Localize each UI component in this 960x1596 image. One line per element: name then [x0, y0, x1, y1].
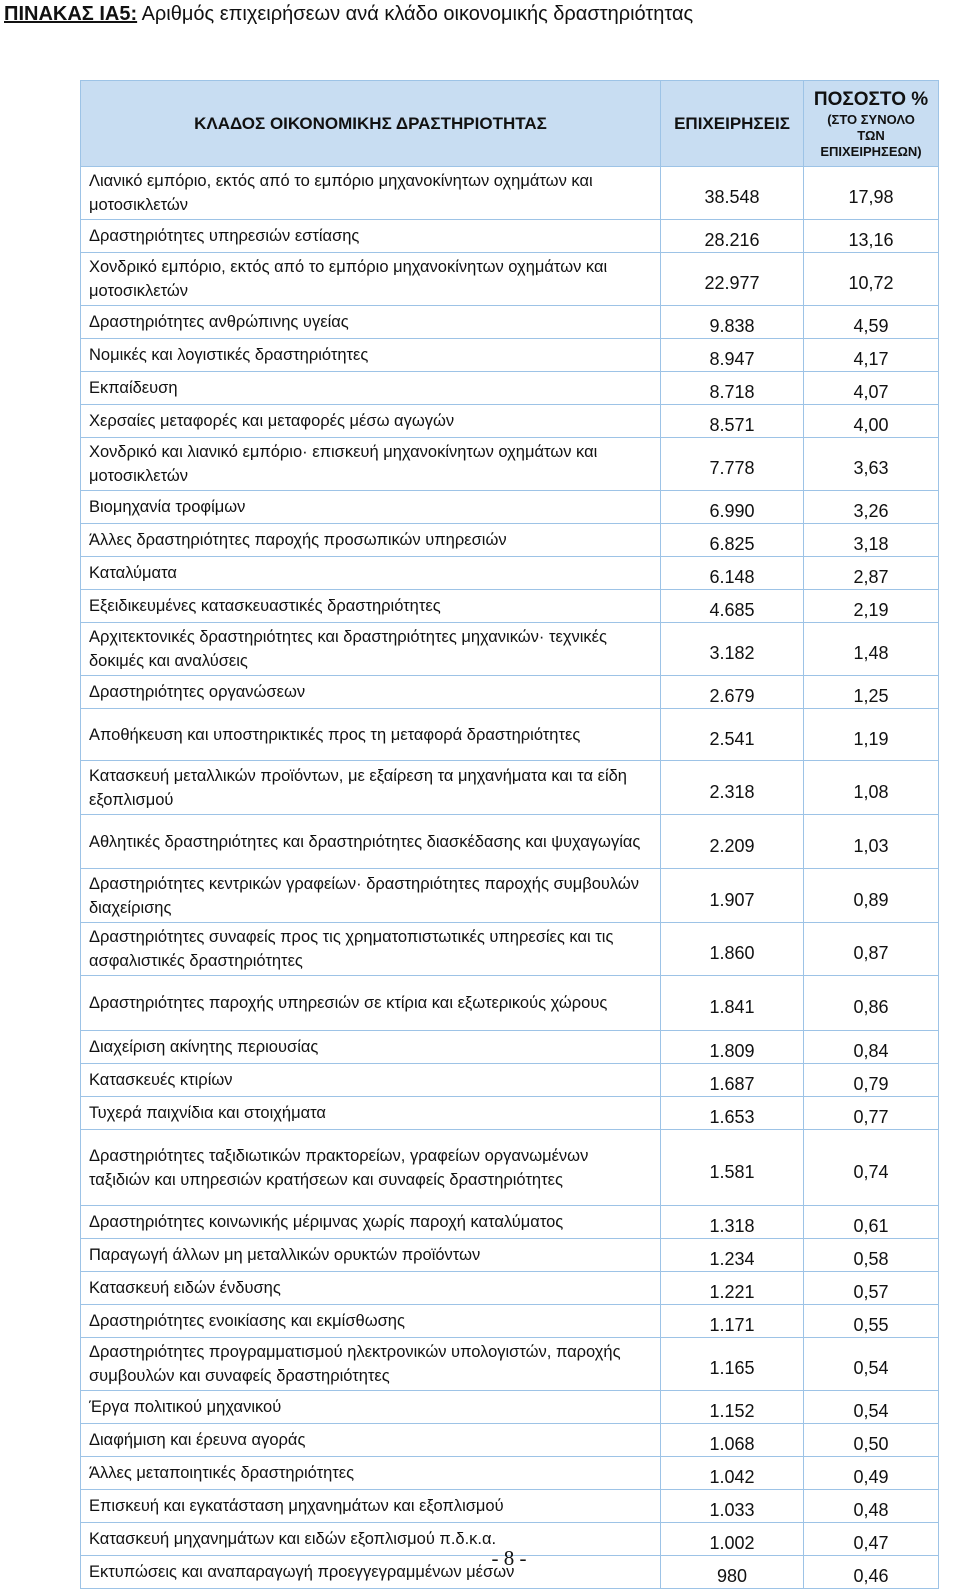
sector-name-cell: Επισκευή και εγκατάσταση μηχανημάτων και εξοπλισμού [81, 1490, 661, 1523]
business-count-cell: 1.318 [661, 1206, 804, 1239]
business-count-cell: 1.907 [661, 869, 804, 923]
business-count-cell: 6.825 [661, 524, 804, 557]
sector-name-cell: Δραστηριότητες κεντρικών γραφείων· δραστηριότητες παροχής συμβουλών διαχείρισης [81, 869, 661, 923]
percent-cell: 0,55 [804, 1305, 939, 1338]
table-row [81, 339, 939, 372]
percent-cell: 0,58 [804, 1239, 939, 1272]
table-row [81, 923, 939, 976]
table-body [81, 167, 939, 1589]
header-percent-sub-2: ΤΩΝ [857, 127, 885, 143]
percent-cell: 1,03 [804, 815, 939, 869]
business-count-cell: 1.068 [661, 1424, 804, 1457]
percent-cell: 0,86 [804, 976, 939, 1031]
business-sector-table [80, 80, 939, 1589]
business-count-cell: 7.778 [661, 438, 804, 491]
sector-name-cell: Δραστηριότητες παροχής υπηρεσιών σε κτίρια και εξωτερικούς χώρους [81, 976, 661, 1031]
business-count-cell: 38.548 [661, 167, 804, 220]
percent-cell: 0,79 [804, 1064, 939, 1097]
sector-name-cell: Άλλες μεταποιητικές δραστηριότητες [81, 1457, 661, 1490]
table-row [81, 220, 939, 253]
percent-cell: 10,72 [804, 253, 939, 306]
header-percent-sub-1: (ΣΤΟ ΣΥΝΟΛΟ [827, 111, 915, 127]
table-row [81, 869, 939, 923]
sector-name-cell: Εξειδικευμένες κατασκευαστικές δραστηριότητες [81, 590, 661, 623]
sector-name-cell: Εκτυπώσεις και αναπαραγωγή προεγγεγραμμένων μέσων [81, 1556, 661, 1589]
table-row [81, 491, 939, 524]
percent-cell: 0,84 [804, 1031, 939, 1064]
percent-cell: 1,08 [804, 761, 939, 815]
business-count-cell: 22.977 [661, 253, 804, 306]
header-sector: ΚΛΑΔΟΣ ΟΙΚΟΝΟΜΙΚΗΣ ΔΡΑΣΤΗΡΙΟΤΗΤΑΣ [81, 81, 661, 167]
sector-name-cell: Δραστηριότητες συναφείς προς τις χρηματοπιστωτικές υπηρεσίες και τις ασφαλιστικές δραστηριότητες [81, 923, 661, 976]
sector-name-cell: Κατασκευή ειδών ένδυσης [81, 1272, 661, 1305]
table-title [4, 0, 693, 30]
percent-cell: 2,87 [804, 557, 939, 590]
table-row [81, 524, 939, 557]
business-count-cell: 1.234 [661, 1239, 804, 1272]
sector-name-cell: Βιομηχανία τροφίμων [81, 491, 661, 524]
percent-cell: 4,17 [804, 339, 939, 372]
percent-cell: 1,48 [804, 623, 939, 676]
header-row [81, 81, 939, 167]
business-count-cell: 1.165 [661, 1338, 804, 1391]
table-title-text: Αριθμός επιχειρήσεων ανά κλάδο οικονομικής δραστηριότητας [141, 3, 694, 25]
percent-cell: 0,61 [804, 1206, 939, 1239]
percent-cell: 3,63 [804, 438, 939, 491]
table-row [81, 1272, 939, 1305]
business-count-cell: 8.947 [661, 339, 804, 372]
percent-cell: 0,74 [804, 1130, 939, 1206]
sector-name-cell: Δραστηριότητες προγραμματισμού ηλεκτρονικών υπολογιστών, παροχής συμβουλών και συναφείς δραστηριότητες [81, 1338, 661, 1391]
percent-cell: 0,50 [804, 1424, 939, 1457]
table-row [81, 372, 939, 405]
percent-cell: 13,16 [804, 220, 939, 253]
business-count-cell: 1.841 [661, 976, 804, 1031]
sector-name-cell: Εκπαίδευση [81, 372, 661, 405]
percent-cell: 0,46 [804, 1556, 939, 1589]
business-count-cell: 1.581 [661, 1130, 804, 1206]
sector-name-cell: Δραστηριότητες υπηρεσιών εστίασης [81, 220, 661, 253]
table-row [81, 623, 939, 676]
business-count-cell: 1.042 [661, 1457, 804, 1490]
business-count-cell: 2.209 [661, 815, 804, 869]
sector-name-cell: Δραστηριότητες ανθρώπινης υγείας [81, 306, 661, 339]
business-count-cell: 4.685 [661, 590, 804, 623]
business-count-cell: 1.033 [661, 1490, 804, 1523]
table-row [81, 1239, 939, 1272]
sector-name-cell: Αθλητικές δραστηριότητες και δραστηριότητες διασκέδασης και ψυχαγωγίας [81, 815, 661, 869]
percent-cell: 3,18 [804, 524, 939, 557]
header-percent-sub [804, 112, 938, 160]
header-percent [804, 81, 939, 167]
table-row [81, 438, 939, 491]
business-count-cell: 2.541 [661, 709, 804, 761]
table-row [81, 676, 939, 709]
sector-name-cell: Δραστηριότητες οργανώσεων [81, 676, 661, 709]
table-row [81, 1457, 939, 1490]
sector-name-cell: Κατασκευή μεταλλικών προϊόντων, με εξαίρεση τα μηχανήματα και τα είδη εξοπλισμού [81, 761, 661, 815]
business-count-cell: 1.171 [661, 1305, 804, 1338]
sector-name-cell: Λιανικό εμπόριο, εκτός από το εμπόριο μηχανοκίνητων οχημάτων και μοτοσικλετών [81, 167, 661, 220]
header-percent-main: ΠΟΣΟΣΤΟ % [813, 88, 929, 110]
sector-name-cell: Δραστηριότητες ενοικίασης και εκμίσθωσης [81, 1305, 661, 1338]
percent-cell: 4,59 [804, 306, 939, 339]
table-row [81, 761, 939, 815]
sector-name-cell: Αρχιτεκτονικές δραστηριότητες και δραστηριότητες μηχανικών· τεχνικές δοκιμές και αναλύσεις [81, 623, 661, 676]
business-count-cell: 1.687 [661, 1064, 804, 1097]
percent-cell: 0,49 [804, 1457, 939, 1490]
table-row [81, 557, 939, 590]
table-row [81, 1097, 939, 1130]
percent-cell: 0,54 [804, 1338, 939, 1391]
business-count-cell: 1.809 [661, 1031, 804, 1064]
table-row [81, 167, 939, 220]
business-count-cell: 1.860 [661, 923, 804, 976]
header-businesses: ΕΠΙΧΕΙΡΗΣΕΙΣ [661, 81, 804, 167]
percent-cell: 4,00 [804, 405, 939, 438]
percent-cell: 0,89 [804, 869, 939, 923]
sector-name-cell: Κατασκευή μηχανημάτων και ειδών εξοπλισμού π.δ.κ.α. [81, 1523, 661, 1556]
table-row [81, 1206, 939, 1239]
table-row [81, 306, 939, 339]
table-code: ΠΙΝΑΚΑΣ ΙΑ5: [4, 3, 138, 25]
percent-cell: 0,54 [804, 1391, 939, 1424]
business-count-cell: 2.679 [661, 676, 804, 709]
table-row [81, 1305, 939, 1338]
page-number: - 8 - [491, 1546, 527, 1570]
percent-cell: 0,77 [804, 1097, 939, 1130]
business-count-cell: 1.152 [661, 1391, 804, 1424]
business-count-cell: 28.216 [661, 220, 804, 253]
business-count-cell: 6.990 [661, 491, 804, 524]
percent-cell: 0,87 [804, 923, 939, 976]
sector-name-cell: Διαφήμιση και έρευνα αγοράς [81, 1424, 661, 1457]
sector-name-cell: Τυχερά παιχνίδια και στοιχήματα [81, 1097, 661, 1130]
table-row [81, 1391, 939, 1424]
percent-cell: 1,19 [804, 709, 939, 761]
table-row [81, 815, 939, 869]
business-count-cell: 2.318 [661, 761, 804, 815]
percent-cell: 0,47 [804, 1523, 939, 1556]
sector-name-cell: Χονδρικό εμπόριο, εκτός από το εμπόριο μηχανοκίνητων οχημάτων και μοτοσικλετών [81, 253, 661, 306]
percent-cell: 2,19 [804, 590, 939, 623]
percent-cell: 4,07 [804, 372, 939, 405]
business-count-cell: 9.838 [661, 306, 804, 339]
header-percent-sub-3: ΕΠΙΧΕΙΡΗΣΕΩΝ) [820, 143, 922, 159]
table-row [81, 405, 939, 438]
table-row [81, 1490, 939, 1523]
sector-name-cell: Κατασκευές κτιρίων [81, 1064, 661, 1097]
table-row [81, 1424, 939, 1457]
business-count-cell: 3.182 [661, 623, 804, 676]
table-row [81, 1031, 939, 1064]
percent-cell: 0,48 [804, 1490, 939, 1523]
table-row [81, 590, 939, 623]
table-row [81, 976, 939, 1031]
sector-name-cell: Άλλες δραστηριότητες παροχής προσωπικών υπηρεσιών [81, 524, 661, 557]
sector-name-cell: Δραστηριότητες κοινωνικής μέριμνας χωρίς παροχή καταλύματος [81, 1206, 661, 1239]
sector-name-cell: Έργα πολιτικού μηχανικού [81, 1391, 661, 1424]
business-count-cell: 1.221 [661, 1272, 804, 1305]
sector-name-cell: Δραστηριότητες ταξιδιωτικών πρακτορείων, γραφείων οργανωμένων ταξιδιών και υπηρεσιών κρατήσεων και συναφείς δραστηριότητες [81, 1130, 661, 1206]
business-count-cell: 8.571 [661, 405, 804, 438]
sector-name-cell: Νομικές και λογιστικές δραστηριότητες [81, 339, 661, 372]
sector-name-cell: Παραγωγή άλλων μη μεταλλικών ορυκτών προϊόντων [81, 1239, 661, 1272]
percent-cell: 17,98 [804, 167, 939, 220]
table-row [81, 709, 939, 761]
percent-cell: 3,26 [804, 491, 939, 524]
business-count-cell: 980 [661, 1556, 804, 1589]
sector-name-cell: Καταλύματα [81, 557, 661, 590]
table-row [81, 1338, 939, 1391]
sector-name-cell: Χερσαίες μεταφορές και μεταφορές μέσω αγωγών [81, 405, 661, 438]
table-row [81, 1130, 939, 1206]
percent-cell: 1,25 [804, 676, 939, 709]
percent-cell: 0,57 [804, 1272, 939, 1305]
business-count-cell: 1.653 [661, 1097, 804, 1130]
business-count-cell: 1.002 [661, 1523, 804, 1556]
table-row [81, 1064, 939, 1097]
sector-name-cell: Χονδρικό και λιανικό εμπόριο· επισκευή μηχανοκίνητων οχημάτων και μοτοσικλετών [81, 438, 661, 491]
table-row [81, 253, 939, 306]
sector-name-cell: Διαχείριση ακίνητης περιουσίας [81, 1031, 661, 1064]
business-count-cell: 6.148 [661, 557, 804, 590]
business-count-cell: 8.718 [661, 372, 804, 405]
sector-name-cell: Αποθήκευση και υποστηρικτικές προς τη μεταφορά δραστηριότητες [81, 709, 661, 761]
